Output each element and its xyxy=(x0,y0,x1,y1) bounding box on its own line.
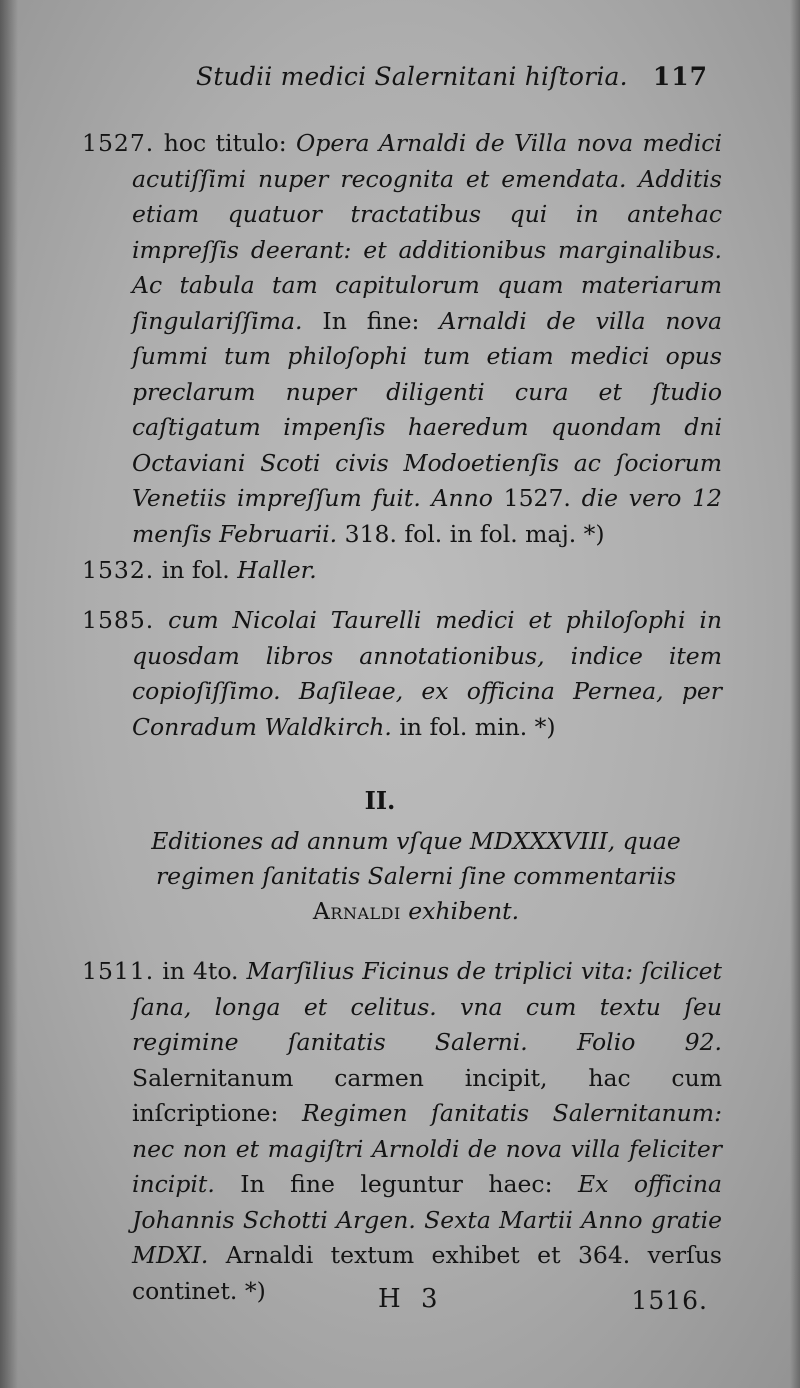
entry-colophon-italic: Ex officina Johannis Schotti Argen. Sexta Martii Anno gratie MDXI. xyxy=(132,1170,722,1269)
entry-incipit-italic: Regimen ſanitatis Salernitanum: nec non et magiſtri Arnoldi de nova villa feliciter incipit. xyxy=(132,1099,722,1198)
entry-year: 1532. xyxy=(82,556,155,584)
section-title-smallcaps: Arnaldi xyxy=(312,897,401,925)
entry-text: in 4to. xyxy=(162,957,247,985)
signature-mark: H 3 xyxy=(378,1284,444,1314)
entry-year: 1527. xyxy=(82,129,155,157)
entry-text: Salernitanum carmen incipit, hac cum inſcriptione: xyxy=(132,1063,722,1127)
entry-text: Arnaldi textum exhibet et 364. verſus continet. *) xyxy=(132,1241,722,1305)
entry-text: hoc titulo: xyxy=(163,129,297,157)
running-header xyxy=(196,62,716,106)
section-title-text: exhibent. xyxy=(400,897,520,925)
page-number: 117 xyxy=(652,62,708,91)
entry-1511 xyxy=(82,954,722,1309)
section-title xyxy=(118,824,714,929)
entry-text: In fine: xyxy=(302,306,440,335)
section-number: II. xyxy=(364,786,396,815)
catchword: 1516. xyxy=(631,1286,708,1315)
entry-title-italic: cum Nicolai Taurelli medici et philoſophi in quosdam libros annotationibus, indice item copioſiſſimo. Baſileae, ex officina Pernea, per Conradum Waldkirch. xyxy=(132,606,722,741)
entry-1585 xyxy=(82,603,722,745)
running-title: Studii medici Salernitani hiſtoria. xyxy=(196,62,628,91)
entry-colophon-italic: Arnaldi de villa nova ſummi tum philoſophi tum etiam medici opus preclarum nuper diligenti cura et ſtudio caſtigatum impenſis haeredum quondam dni Octaviani Scoti civis Modoetienſis ac ſociorum Venetiis impreſſum fuit. Anno xyxy=(132,306,722,512)
entry-title-italic: Marſilius Ficinus de triplici vita: ſcilicet ſana, longa et celitus. vna cum textu ſeu regimine ſanitatis Salerni. Folio 92. xyxy=(132,957,722,1056)
entry-1532 xyxy=(82,553,722,589)
entry-text: in fol. xyxy=(161,556,238,584)
entry-text: 1527. xyxy=(492,484,582,512)
entry-date-italic: die vero 12 menſis Februarii. xyxy=(132,484,722,548)
entry-year: 1511. xyxy=(82,957,155,985)
entry-source-italic: Haller. xyxy=(237,556,317,584)
entry-year: 1585. xyxy=(82,606,155,634)
section-title-text: Editiones ad annum vſque MDXXXVIII, quae regimen ſanitatis Salerni ſine commentariis xyxy=(151,827,681,890)
entry-1527 xyxy=(82,126,722,552)
entry-text: 318. fol. in fol. maj. *) xyxy=(337,519,605,548)
entry-title-italic: Opera Arnaldi de Villa nova medici acutiſſimi nuper recognita et emendata. Additis etiam quatuor tractatibus qui in antehac impreſſis deerant: et additionibus marginalibus. Ac tabula tam capitulorum quam materiarum ſingulariſſima. xyxy=(132,129,722,335)
entry-text: in fol. min. *) xyxy=(391,712,556,741)
entry-text: In fine leguntur haec: xyxy=(214,1170,578,1198)
